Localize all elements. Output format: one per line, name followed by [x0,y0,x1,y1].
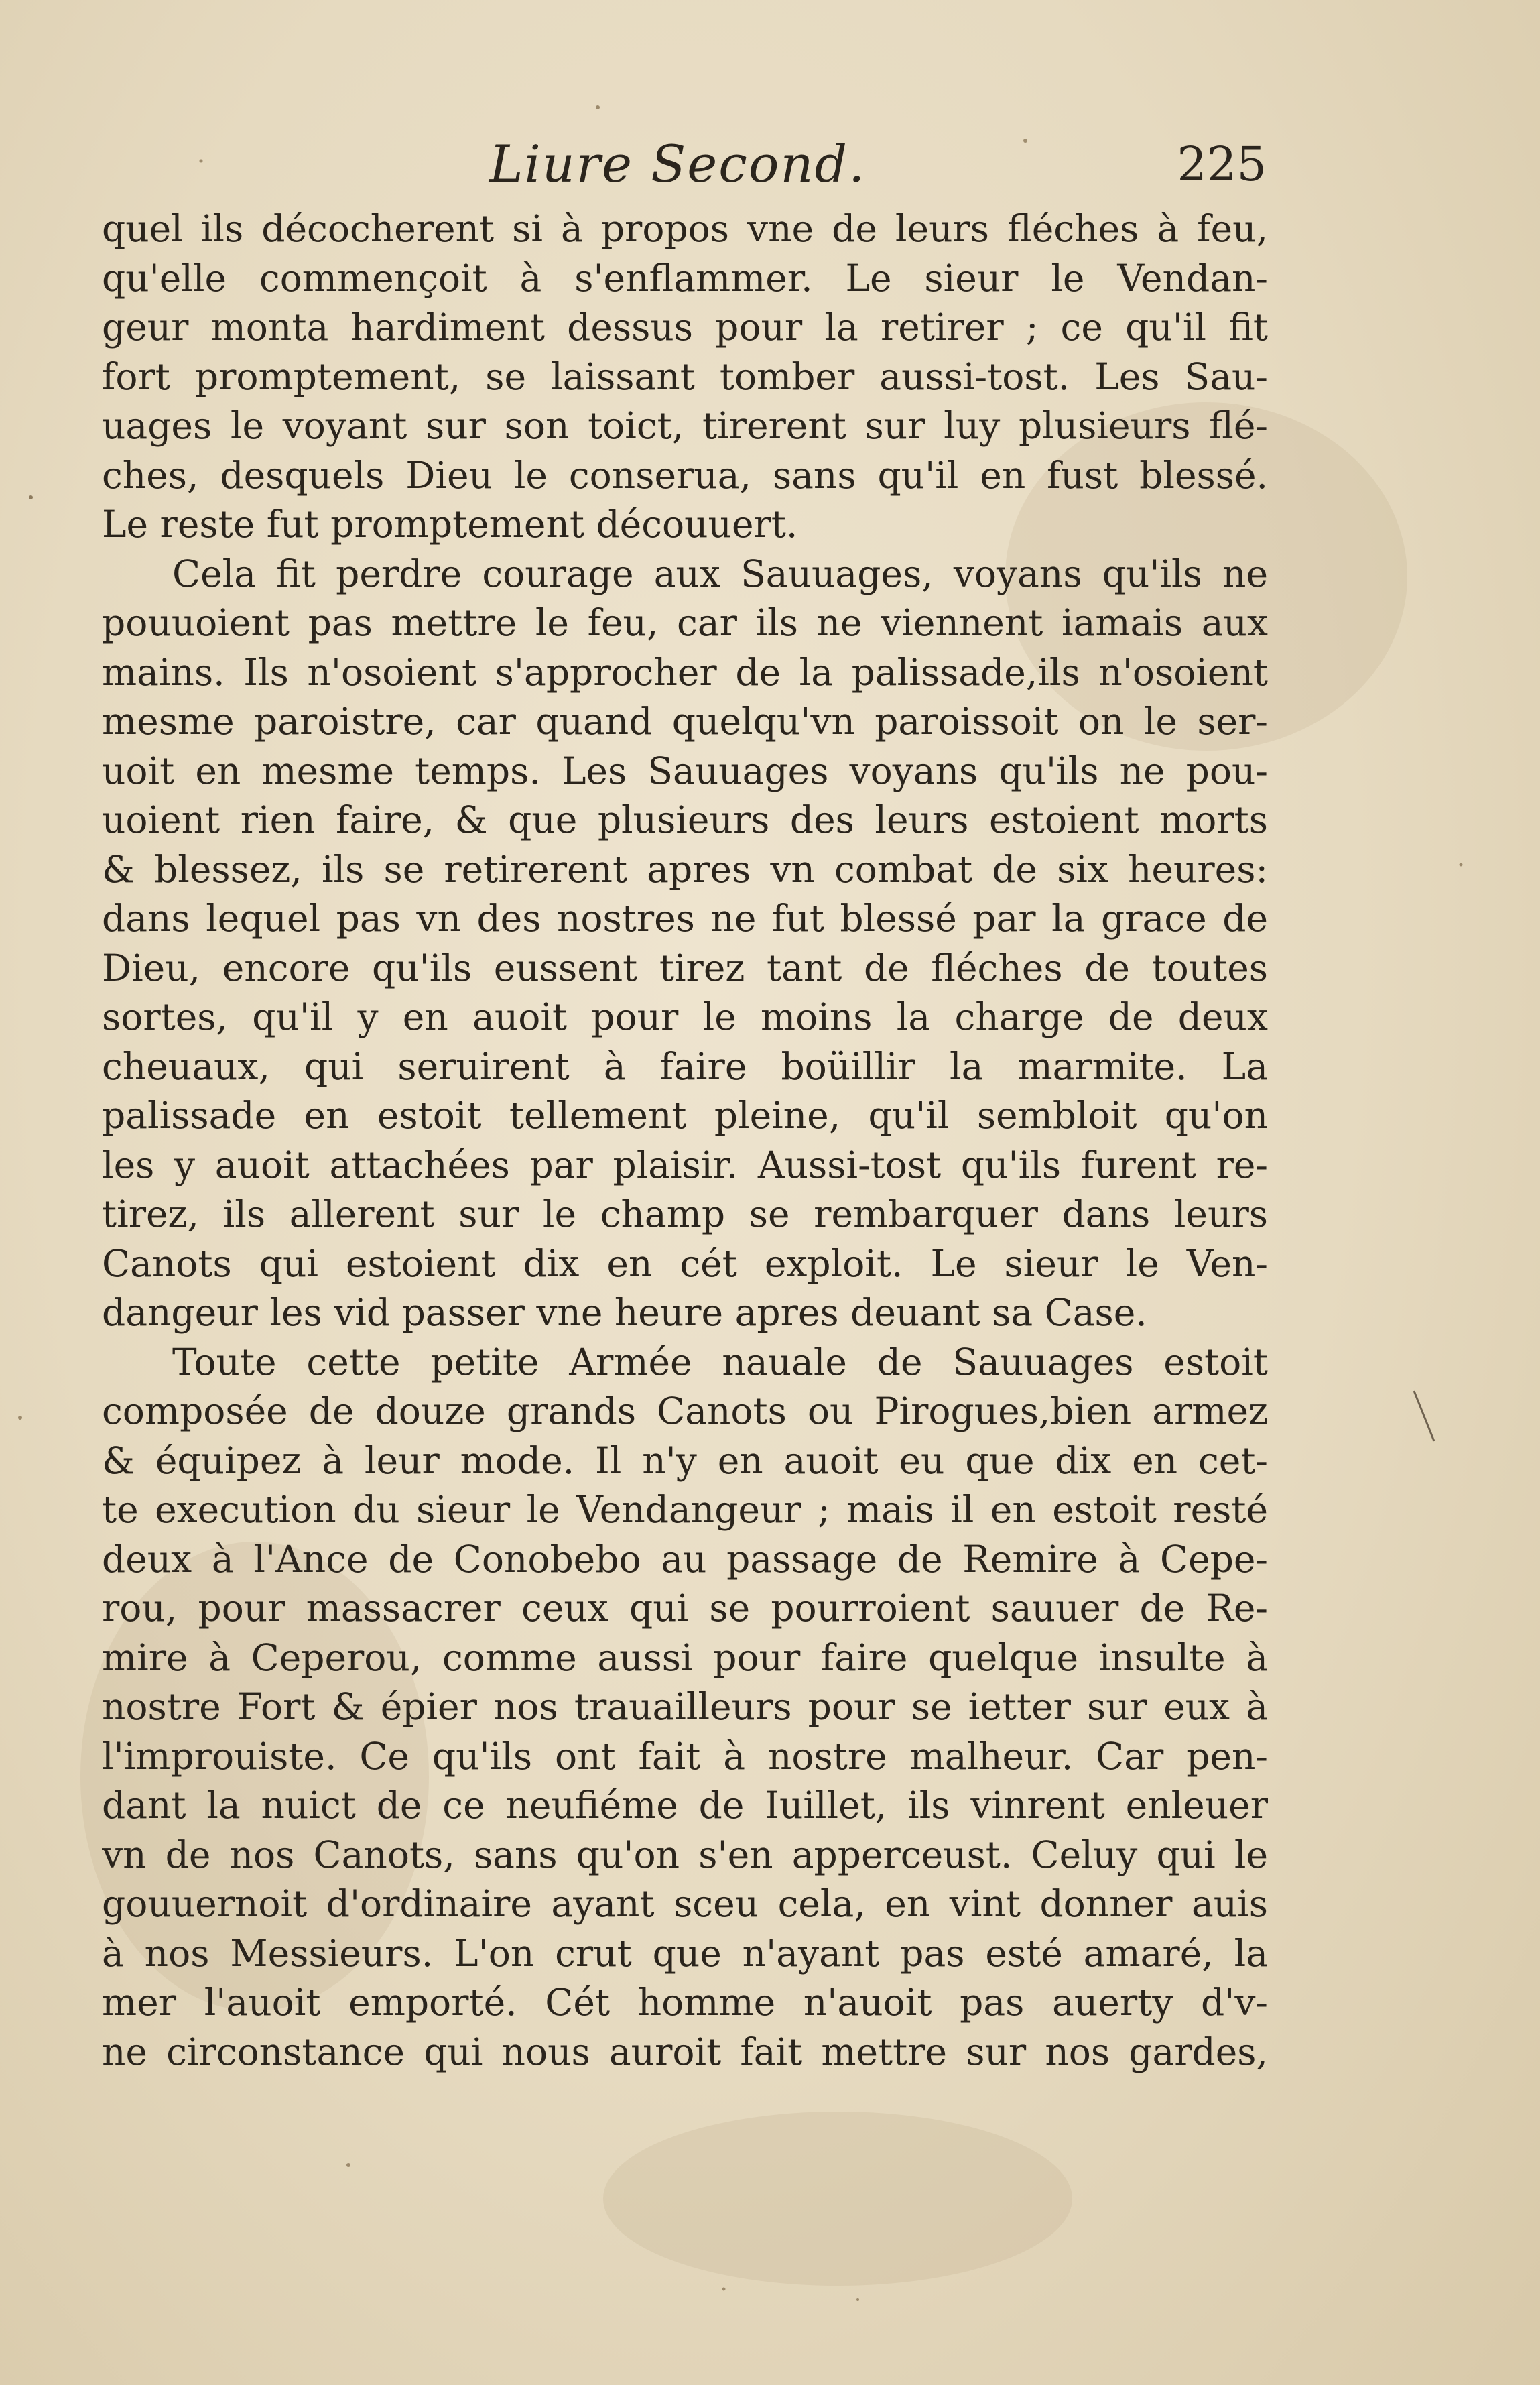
text-line: Canots qui estoient dix en cét exploit. Le sieur le Ven- [102,1241,1268,1285]
text-line: cheuaux, qui seruirent à faire boüillir la marmite. La [102,1044,1268,1088]
text-line: quel ils décocherent si à propos vne de leurs fléches à feu, [102,207,1268,250]
text-line: les y auoit attachées par plaisir. Aussi-tost qu'ils furent re- [102,1143,1268,1186]
text-line: sortes, qu'il y en auoit pour le moins la charge de deux [102,995,1268,1038]
running-title: Liure Second. [489,134,867,194]
text-line: mer l'auoit emporté. Cét homme n'auoit pas auerty d'v- [102,1981,1268,2024]
text-line: & blessez, ils se retirerent apres vn combat de six heures: [102,847,1268,891]
text-line: ne circonstance qui nous auroit fait mettre sur nos gardes, [102,2030,1268,2073]
text-line: ches, desquels Dieu le conserua, sans qu'il en fust blessé. [102,453,1268,497]
body-text [102,204,1268,2077]
text-line: tirez, ils allerent sur le champ se rembarquer dans leurs [102,1192,1268,1235]
text-line: uages le voyant sur son toict, tirerent sur luy plusieurs flé- [102,404,1268,447]
text-line: pouuoient pas mettre le feu, car ils ne viennent iamais aux [102,601,1268,644]
text-line: Le reste fut promptement découuert. [102,503,798,546]
text-line: mesme paroistre, car quand quelqu'vn paroissoit on le ser- [102,700,1268,743]
text-line: nostre Fort & épier nos trauailleurs pour se ietter sur eux à [102,1685,1268,1728]
text-line: uoit en mesme temps. Les Sauuages voyans qu'ils ne pou- [102,749,1268,792]
text-line: à nos Messieurs. L'on crut que n'ayant pas esté amaré, la [102,1931,1268,1975]
text-line: dans lequel pas vn des nostres ne fut blessé par la grace de [102,897,1268,940]
text-line: gouuernoit d'ordinaire ayant sceu cela, en vint donner auis [102,1882,1268,1925]
text-line: qu'elle commençoit à s'enflammer. Le sieur le Vendan- [102,256,1268,300]
text-line: Cela fit perdre courage aux Sauuages, voyans qu'ils ne [172,552,1268,595]
text-line: mains. Ils n'osoient s'approcher de la palissade,ils n'osoient [102,650,1268,694]
text-line: dangeur les vid passer vne heure apres deuant sa Case. [102,1291,1147,1334]
text-line: & équipez à leur mode. Il n'y en auoit eu que dix en cet- [102,1439,1268,1482]
page-header [101,134,1267,201]
text-line: deux à l'Ance de Conobebo au passage de Remire à Cepe- [102,1537,1268,1581]
text-line: fort promptement, se laissant tomber aussi-tost. Les Sau- [102,355,1268,398]
text-line: geur monta hardiment dessus pour la retirer ; ce qu'il fit [102,306,1268,349]
text-line: te execution du sieur le Vendangeur ; mais il en estoit resté [102,1488,1268,1531]
text-line: rou, pour massacrer ceux qui se pourroient sauuer de Re- [102,1587,1268,1630]
text-line: composée de douze grands Canots ou Pirogues,bien armez [102,1390,1268,1432]
text-line: dant la nuict de ce neufiéme de Iuillet, ils vinrent enleuer [102,1784,1268,1827]
text-line: l'improuiste. Ce qu'ils ont fait à nostre malheur. Car pen- [102,1734,1268,1778]
text-line: mire à Ceperou, comme aussi pour faire quelque insulte à [102,1636,1268,1679]
text-line: palissade en estoit tellement pleine, qu'il sembloit qu'on [102,1094,1268,1137]
text-line: vn de nos Canots, sans qu'on s'en apperceust. Celuy qui le [102,1833,1268,1876]
text-line: Dieu, encore qu'ils eussent tirez tant de fléches de toutes [102,946,1268,989]
text-line: uoient rien faire, & que plusieurs des leurs estoient morts [102,798,1268,841]
page-number: 225 [1177,137,1267,192]
paper-stain [603,2112,1072,2286]
text-line: Toute cette petite Armée nauale de Sauuages estoit [172,1340,1268,1384]
